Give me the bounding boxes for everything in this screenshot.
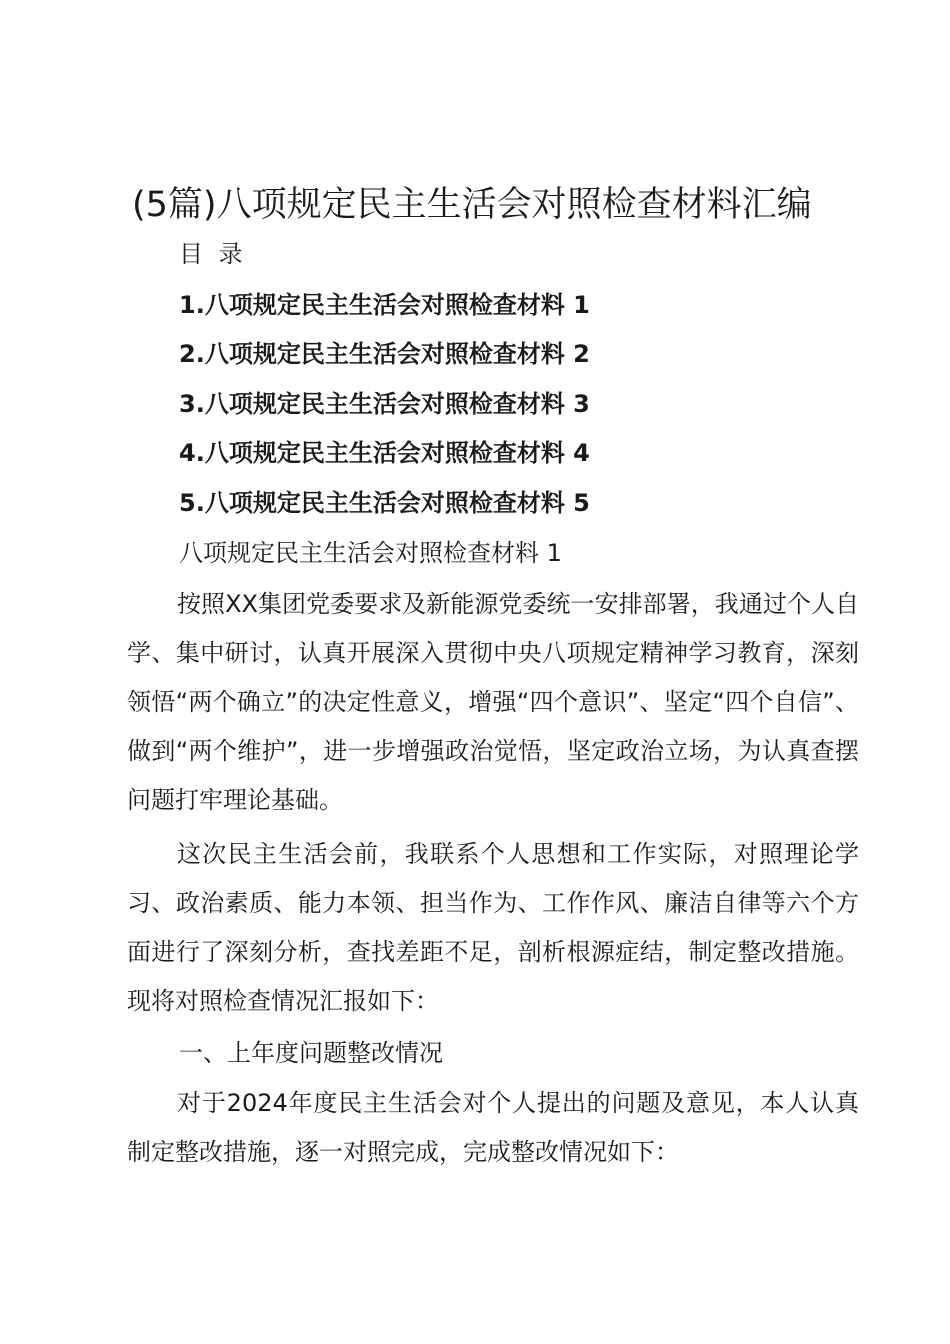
document-title: (5篇)八项规定民主生活会对照检查材料汇编 xyxy=(132,185,812,225)
section-title: 八项规定民主生活会对照检查材料 1 xyxy=(179,539,562,567)
paragraph-2: 这次民主生活会前，我联系个人思想和工作实际，对照理论学习、政治素质、能力本领、担当作为、工作作风、廉洁自律等六个方面进行了深刻分析，查找差距不足，剖析根源症结，制定整改措施。现将对照检查情况汇报如下： xyxy=(127,840,859,1015)
section-heading-1: 一、上年度问题整改情况 xyxy=(179,1039,443,1067)
toc-item-4[interactable]: 4.八项规定民主生活会对照检查材料 4 xyxy=(179,439,590,467)
paragraph-3: 对于2024年度民主生活会对个人提出的问题及意见，本人认真制定整改措施，逐一对照完成，完成整改情况如下： xyxy=(127,1089,859,1166)
toc-item-2[interactable]: 2.八项规定民主生活会对照检查材料 2 xyxy=(179,340,590,368)
paragraph-1: 按照XX集团党委要求及新能源党委统一安排部署，我通过个人自学、集中研讨，认真开展深入贯彻中央八项规定精神学习教育，深刻领悟“两个确立”的决定性意义，增强“四个意识”、坚定“四个自信”、做到“两个维护”，进一步增强政治觉悟，坚定政治立场，为认真查摆问题打牢理论基础。 xyxy=(127,590,859,814)
toc-item-3[interactable]: 3.八项规定民主生活会对照检查材料 3 xyxy=(179,390,590,418)
toc-item-5[interactable]: 5.八项规定民主生活会对照检查材料 5 xyxy=(179,489,590,517)
toc-heading: 目 录 xyxy=(179,240,247,268)
toc-item-1[interactable]: 1.八项规定民主生活会对照检查材料 1 xyxy=(179,291,590,319)
